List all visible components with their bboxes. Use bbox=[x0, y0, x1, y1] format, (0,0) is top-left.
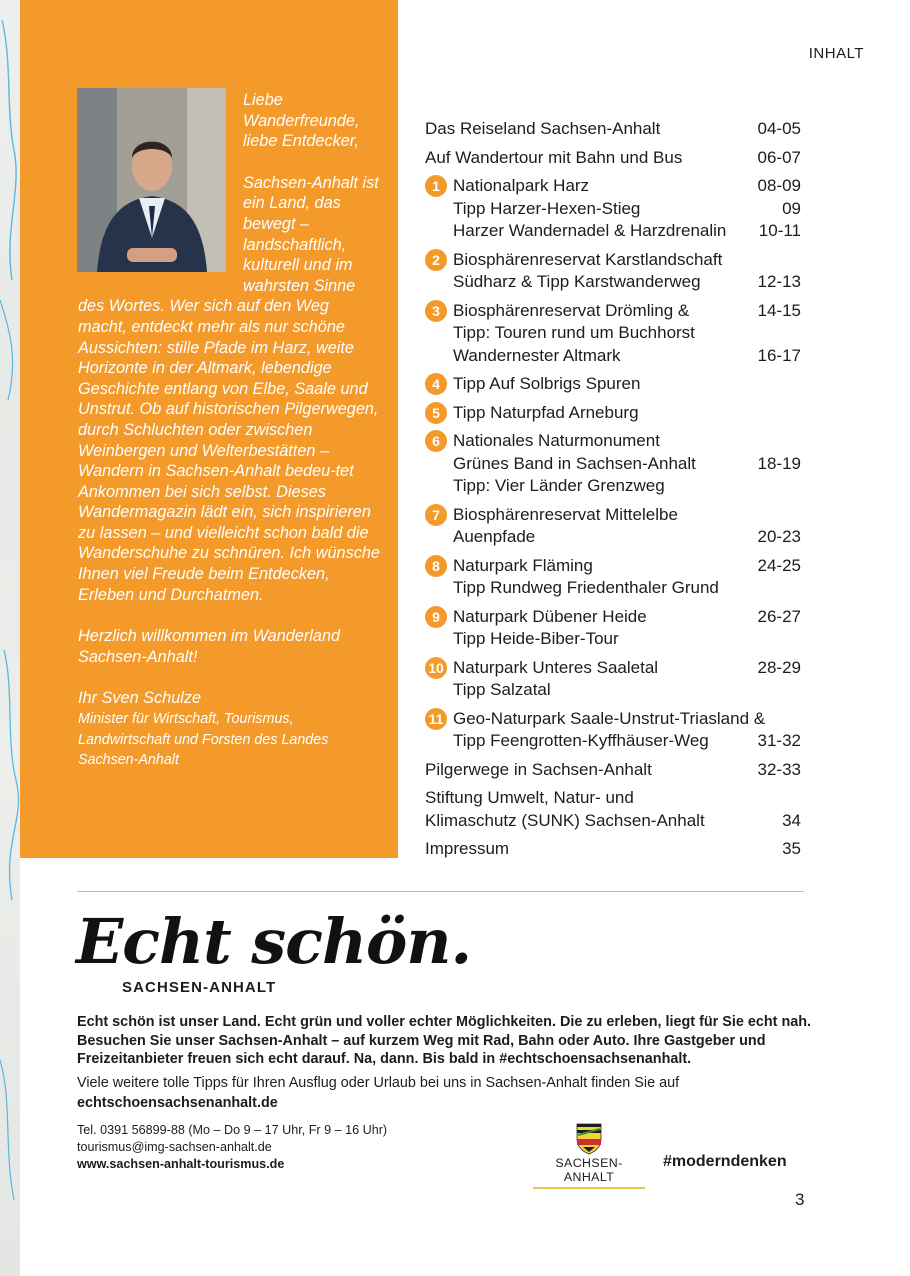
greeting: Liebe Wanderfreunde, liebe Entdecker, bbox=[243, 91, 360, 151]
contact-email[interactable]: tourismus@img-sachsen-anhalt.de bbox=[77, 1140, 272, 1154]
toc-page: 09 bbox=[782, 198, 801, 218]
toc-entry[interactable] bbox=[425, 838, 801, 861]
toc-title: Tipp Naturpfad Arneburg bbox=[453, 402, 639, 422]
toc-entry-lines bbox=[453, 555, 801, 600]
toc-entry-lines bbox=[453, 402, 801, 425]
toc-number-badge: 6 bbox=[425, 430, 447, 452]
toc-entry[interactable] bbox=[425, 657, 801, 702]
toc-title: Das Reiseland Sachsen-Anhalt bbox=[425, 119, 661, 138]
state-label: SACHSEN-ANHALT bbox=[533, 1156, 645, 1189]
toc-page: 32-33 bbox=[757, 759, 801, 779]
logo-subtitle: SACHSEN-ANHALT bbox=[122, 979, 277, 996]
toc-line bbox=[453, 175, 801, 198]
toc-title: Auenpfade bbox=[453, 527, 536, 546]
toc-entry[interactable] bbox=[425, 402, 801, 425]
toc-entry[interactable] bbox=[425, 175, 801, 243]
map-background-strip bbox=[0, 0, 20, 1276]
toc-line bbox=[453, 526, 801, 549]
toc-line bbox=[453, 606, 801, 629]
toc-line bbox=[453, 402, 801, 425]
toc-title: Tipp: Touren rund um Buchhorst bbox=[453, 323, 695, 342]
toc-line bbox=[453, 555, 801, 578]
coat-of-arms-icon bbox=[574, 1121, 604, 1155]
toc-title: Tipp Auf Solbrigs Spuren bbox=[453, 374, 641, 393]
toc-entry-lines bbox=[425, 118, 801, 141]
divider-line bbox=[77, 891, 804, 892]
toc-line bbox=[453, 271, 801, 294]
toc-page: 04-05 bbox=[757, 119, 801, 138]
toc-entry-lines bbox=[453, 657, 801, 702]
signature-name: Ihr Sven Schulze bbox=[78, 689, 202, 708]
toc-entry[interactable] bbox=[425, 787, 801, 832]
toc-number-badge: 4 bbox=[425, 373, 447, 395]
echt-schoen-logo: Echt schön. bbox=[76, 905, 472, 978]
toc-entry-lines bbox=[453, 175, 801, 243]
welcome-line: Herzlich willkommen im Wanderland Sachsen-Anhalt! bbox=[78, 627, 341, 666]
toc-entry[interactable] bbox=[425, 504, 801, 549]
toc-number-badge: 2 bbox=[425, 249, 447, 271]
toc-line bbox=[453, 249, 801, 272]
toc-title: Tipp Salzatal bbox=[453, 680, 551, 699]
contact-website[interactable]: www.sachsen-anhalt-tourismus.de bbox=[77, 1157, 285, 1171]
toc-page: 31-32 bbox=[757, 731, 801, 750]
toc-page: 10-11 bbox=[758, 221, 801, 240]
toc-page: 18-19 bbox=[757, 453, 801, 473]
toc-title: Stiftung Umwelt, Natur- und bbox=[425, 788, 634, 807]
toc-entry-lines bbox=[425, 147, 801, 170]
toc-line bbox=[453, 679, 801, 702]
toc-title: Tipp Harzer-Hexen-Stieg bbox=[453, 198, 641, 218]
toc-number-badge: 10 bbox=[425, 657, 447, 679]
brand-lead-text: Echt schön ist unser Land. Echt grün und voller echter Möglichkeiten. Die zu erleben, liegt für Sie echt nah. Besuchen Sie unser Sachsen-Anhalt – auf kurzem Weg mit Rad, Bahn oder Auto. Ihre Gastgeber und Freizeitanbieter freuen sich echt darauf. Na, dann. Bis bald in #echtschoensachsenanhalt. bbox=[77, 1014, 812, 1068]
toc-title: Biosphärenreservat Karstlandschaft bbox=[453, 249, 723, 269]
toc-entry-lines bbox=[453, 249, 801, 294]
toc-entry-lines bbox=[453, 606, 801, 651]
contact-phone: Tel. 0391 56899-88 (Mo – Do 9 – 17 Uhr, Fr 9 – 16 Uhr) bbox=[77, 1123, 388, 1137]
toc-title: Tipp Rundweg Friedenthaler Grund bbox=[453, 578, 719, 597]
toc-number-badge: 1 bbox=[425, 175, 447, 197]
toc-number-badge: 3 bbox=[425, 300, 447, 322]
toc-line bbox=[453, 577, 801, 600]
toc-line bbox=[453, 504, 801, 527]
toc-line bbox=[453, 475, 801, 498]
toc-title: Geo-Naturpark Saale-Unstrut-Triasland & bbox=[453, 708, 766, 728]
toc-title: Naturpark Unteres Saaletal bbox=[453, 657, 659, 677]
toc-entry[interactable] bbox=[425, 430, 801, 498]
toc-entry[interactable] bbox=[425, 708, 801, 753]
toc-entry[interactable] bbox=[425, 300, 801, 368]
toc-line bbox=[453, 300, 801, 323]
toc-entry[interactable] bbox=[425, 555, 801, 600]
toc-line bbox=[425, 118, 801, 141]
toc-page: 26-27 bbox=[757, 606, 801, 626]
toc-line bbox=[453, 657, 801, 680]
toc-title: Harzer Wandernadel & Harzdrenalin bbox=[453, 221, 727, 240]
toc-page: 06-07 bbox=[757, 147, 801, 167]
toc-page: 28-29 bbox=[757, 657, 801, 677]
toc-title: Pilgerwege in Sachsen-Anhalt bbox=[425, 759, 652, 779]
toc-title: Nationalpark Harz bbox=[453, 176, 590, 195]
toc-page: 14-15 bbox=[757, 300, 801, 320]
toc-title: Naturpark Dübener Heide bbox=[453, 606, 647, 626]
toc-number-badge: 8 bbox=[425, 555, 447, 577]
toc-line bbox=[453, 345, 801, 368]
signature-title: Minister für Wirtschaft, Tourismus, Landwirtschaft und Forsten des Landes Sachsen-Anhalt bbox=[78, 711, 329, 769]
toc-page: 08-09 bbox=[757, 176, 801, 195]
toc-entry[interactable] bbox=[425, 118, 801, 141]
toc-line bbox=[425, 147, 801, 170]
toc-number-badge: 11 bbox=[425, 708, 447, 730]
toc-entry[interactable] bbox=[425, 147, 801, 170]
toc-page: 16-17 bbox=[757, 345, 801, 365]
toc-title: Klimaschutz (SUNK) Sachsen-Anhalt bbox=[425, 810, 705, 830]
toc-line bbox=[425, 787, 801, 810]
toc-number-badge: 5 bbox=[425, 402, 447, 424]
toc-title: Tipp Heide-Biber-Tour bbox=[453, 629, 619, 648]
toc-line bbox=[425, 759, 801, 782]
toc-page: 34 bbox=[782, 810, 801, 830]
toc-line bbox=[453, 430, 801, 453]
table-of-contents bbox=[425, 118, 801, 867]
toc-title: Auf Wandertour mit Bahn und Bus bbox=[425, 147, 683, 167]
toc-title: Impressum bbox=[425, 839, 510, 858]
toc-number-badge: 7 bbox=[425, 504, 447, 526]
toc-title: Grünes Band in Sachsen-Anhalt bbox=[453, 453, 696, 473]
toc-line bbox=[453, 730, 801, 753]
toc-line bbox=[453, 220, 801, 243]
hashtag: #moderndenken bbox=[663, 1153, 787, 1170]
more-tips-sentence: Viele weitere tolle Tipps für Ihren Ausflug oder Urlaub bei uns in Sachsen-Anhalt finden Sie auf bbox=[77, 1075, 680, 1091]
intro-text bbox=[78, 90, 380, 771]
toc-entry[interactable] bbox=[425, 249, 801, 294]
toc-entry-lines bbox=[453, 300, 801, 368]
toc-entry-lines bbox=[425, 787, 801, 832]
toc-line bbox=[453, 708, 801, 731]
toc-entry-lines bbox=[453, 504, 801, 549]
toc-page: 35 bbox=[782, 839, 801, 858]
toc-entry[interactable] bbox=[425, 759, 801, 782]
toc-title: Wandernester Altmark bbox=[453, 345, 621, 365]
toc-page: 12-13 bbox=[757, 272, 801, 291]
toc-entry-lines bbox=[453, 708, 801, 753]
contact-block bbox=[77, 1122, 477, 1173]
toc-title: Tipp Feengrotten-Kyffhäuser-Weg bbox=[453, 731, 709, 750]
toc-title: Südharz & Tipp Karstwanderweg bbox=[453, 272, 701, 291]
toc-line bbox=[425, 838, 801, 861]
page-number: 3 bbox=[795, 1190, 805, 1209]
toc-line bbox=[453, 322, 801, 345]
toc-page: 20-23 bbox=[757, 527, 801, 546]
section-label: INHALT bbox=[808, 45, 864, 62]
intro-body: Sachsen-Anhalt ist ein Land, das bewegt – landschaftlich, kulturell und im wahrsten Sinne des Wortes. Wer sich auf den Weg macht, entdeckt mehr als nur schöne Aussichten: stille Pfade im Harz, weite Horizonte in der Altmark, lebendige Geschichte entlang von Elbe, Saale und Unstrut. Ob auf historischen Pilgerwegen, durch Schluchten oder zwischen Weinbergen und Welterbestätten – Wandern in Sachsen-Anhalt bedeu-tet Ankommen bei sich selbst. Dieses Wandermagazin lädt ein, sich inspirieren zu lassen – und vielleicht schon bald die Wanderschuhe zu schnüren. Ich wünsche Ihnen viel Freude beim Entdecken, Erleben und Durchatmen. bbox=[78, 173, 380, 604]
toc-entry[interactable] bbox=[425, 373, 801, 396]
toc-number-badge: 9 bbox=[425, 606, 447, 628]
toc-entry-lines bbox=[453, 373, 801, 396]
toc-title: Biosphärenreservat Drömling & bbox=[453, 300, 690, 320]
toc-line bbox=[453, 373, 801, 396]
toc-entry[interactable] bbox=[425, 606, 801, 651]
toc-line bbox=[425, 810, 801, 833]
toc-entry-lines bbox=[453, 430, 801, 498]
brand-website-link[interactable]: echtschoensachsenanhalt.de bbox=[77, 1094, 278, 1111]
toc-line bbox=[453, 453, 801, 476]
toc-entry-lines bbox=[425, 838, 801, 861]
toc-title: Naturpark Fläming bbox=[453, 555, 593, 575]
toc-line bbox=[453, 198, 801, 221]
toc-title: Biosphärenreservat Mittelelbe bbox=[453, 504, 678, 524]
toc-page: 24-25 bbox=[757, 555, 801, 575]
toc-title: Nationales Naturmonument bbox=[453, 431, 660, 450]
toc-line bbox=[453, 628, 801, 651]
toc-title: Tipp: Vier Länder Grenzweg bbox=[453, 476, 665, 495]
toc-entry-lines bbox=[425, 759, 801, 782]
more-tips-text bbox=[77, 1074, 812, 1113]
